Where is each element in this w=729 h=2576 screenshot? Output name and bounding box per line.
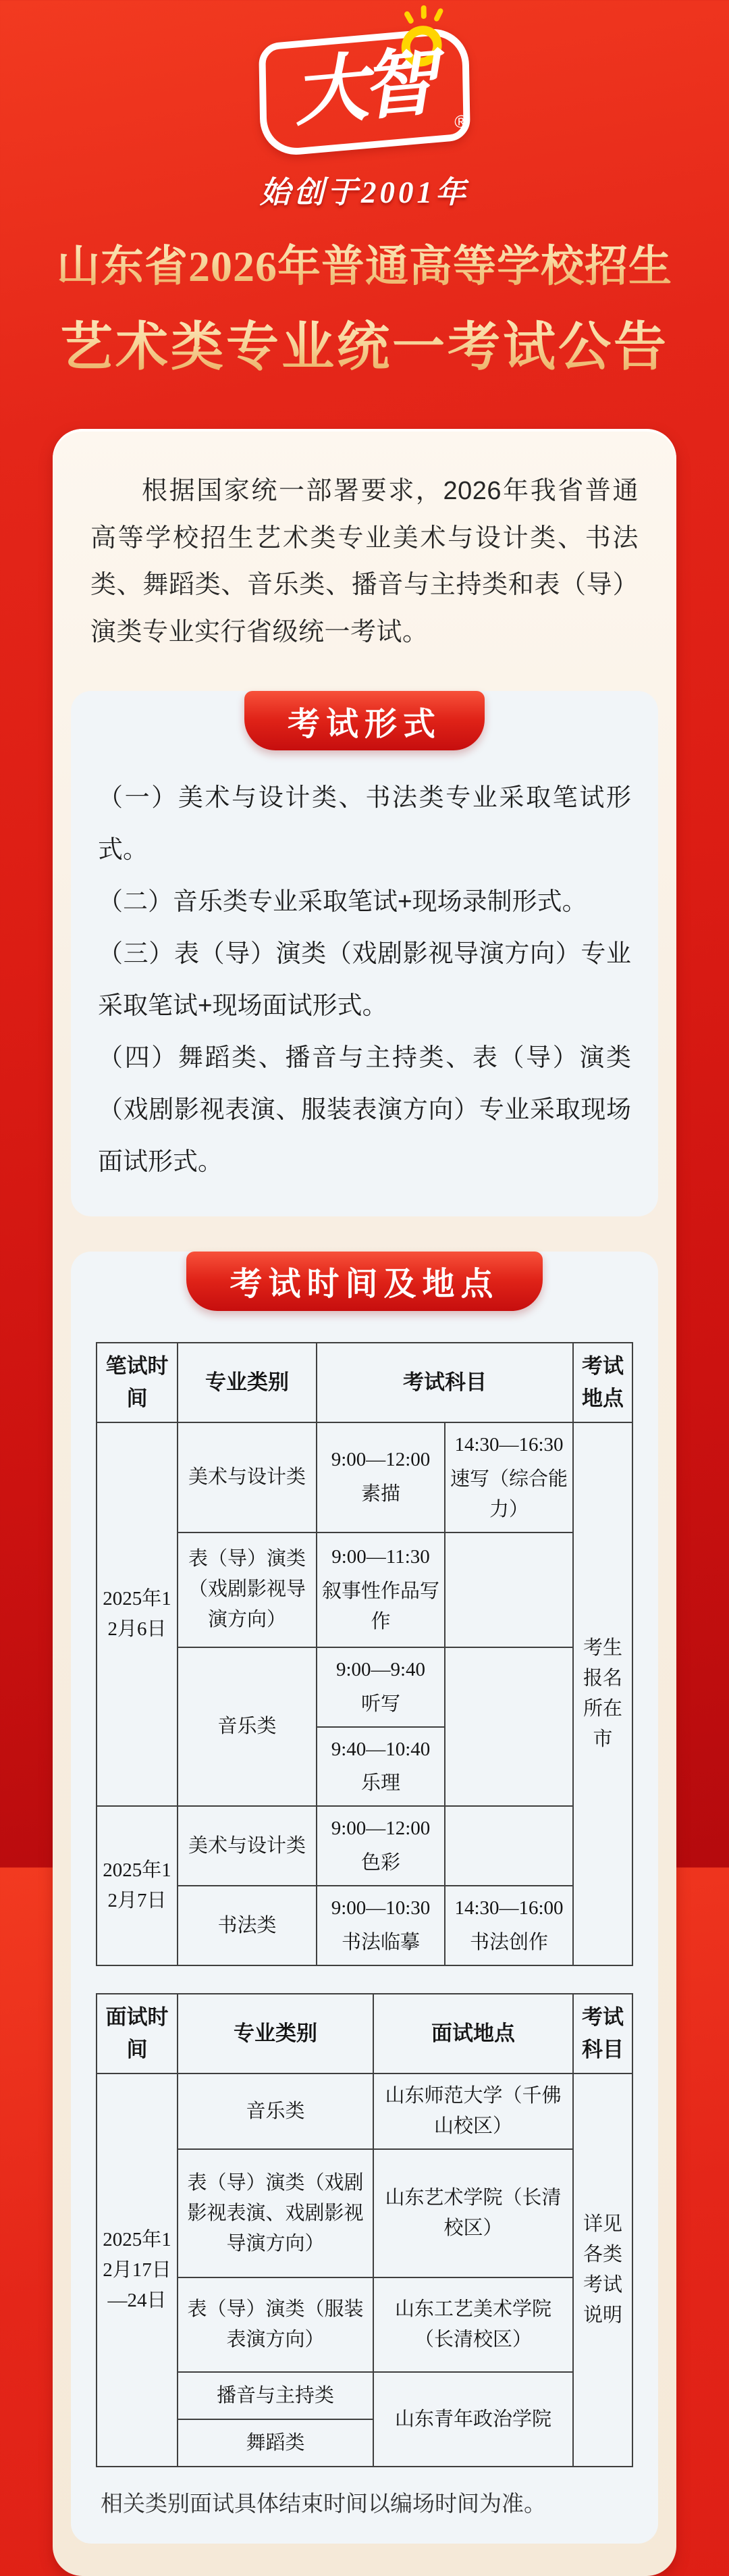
category-cell: 美术与设计类 [178,1422,317,1532]
sparkle-ray-icon [433,7,444,22]
category-cell: 书法类 [178,1886,317,1965]
subject-name: 书法创作 [469,1932,548,1954]
col-header-location: 考试地点 [573,1343,632,1422]
written-exam-table [96,1342,633,1966]
subject-cell [317,1532,445,1647]
interview-table [96,1993,633,2467]
exam-note-cell: 详见各类考试说明 [573,2073,632,2467]
brand-logo [0,0,729,149]
subject-time: 9:00—10:30 [331,1897,431,1920]
subject-name: 速写（综合能力） [450,1468,568,1520]
interview-location-cell: 山东青年政治学院 [373,2372,573,2467]
col-header-interview-time: 面试时间 [97,1994,178,2073]
exam-form-item: （一）美术与设计类、书法类专业采取笔试形式。 [98,783,631,864]
table-header-row [97,1994,632,2073]
exam-form-item: （四）舞蹈类、播音与主持类、表（导）演类（戏剧影视表演、服装表演方向）专业采取现场面试形式。 [98,1043,631,1175]
page-title-line2: 艺术类专业统一考试公告 [0,305,729,380]
sparkle-ray-icon [421,5,427,20]
table-row [97,2372,632,2419]
subject-time: 9:00—9:40 [335,1658,426,1680]
col-header-written-time: 笔试时间 [97,1343,178,1422]
table-row [97,1647,632,1727]
table-row [97,2073,632,2149]
category-cell: 音乐类 [178,1647,317,1807]
intro-paragraph: 根据国家统一部署要求，2026年我省普通高等学校招生艺术类专业美术与设计类、书法类、舞蹈类、音乐类、播音与主持类和表（导）演类专业实行省级统一考试。 [90,477,639,646]
category-cell: 表（导）演类（戏剧影视表演、戏剧影视导演方向） [178,2149,373,2277]
subject-name: 乐理 [360,1772,400,1795]
exam-location-cell: 考生报名所在市 [573,1422,632,1965]
category-cell: 表（导）演类（服装表演方向） [178,2277,373,2372]
subject-time: 14:30—16:30 [454,1433,564,1456]
col-header-subjects: 考试科目 [573,1994,632,2073]
subject-cell [317,1886,445,1965]
table-row [97,1532,632,1647]
table-row [97,2277,632,2372]
subject-name: 色彩 [360,1852,400,1874]
category-cell: 音乐类 [178,2073,373,2149]
category-cell: 美术与设计类 [178,1806,317,1886]
subject-name: 素描 [360,1483,400,1505]
exam-form-badge: 考试形式 [244,691,485,750]
col-header-interview-location: 面试地点 [373,1994,573,2073]
subject-cell [445,1422,573,1532]
subject-time: 14:30—16:00 [454,1897,564,1920]
brand-name: 大智 [290,40,435,135]
interview-location-cell: 山东艺术学院（长清校区） [373,2149,573,2277]
subject-cell [317,1422,445,1532]
subject-name: 听写 [360,1693,400,1715]
exam-date-cell: 2025年12月7日 [97,1806,178,1965]
registered-mark: ® [454,110,468,132]
sparkle-ray-icon [404,10,415,24]
empty-cell [445,1647,573,1807]
subject-time: 9:00—11:30 [331,1546,430,1568]
col-header-category: 专业类别 [178,1994,373,2073]
subject-cell [317,1806,445,1886]
brand-tagline: 始创于2001年 [259,176,469,209]
content-card [53,429,676,2576]
schedule-panel [71,1252,658,2544]
table-row [97,1422,632,1532]
table-row [97,1806,632,1886]
table-header-row [97,1343,632,1422]
schedule-badge: 考试时间及地点 [186,1252,542,1311]
col-header-category: 专业类别 [178,1343,317,1422]
subject-cell [445,1886,573,1965]
subject-time: 9:00—12:00 [331,1449,431,1471]
exam-date-cell: 2025年12月6日 [97,1422,178,1807]
subject-name: 叙事性作品写作 [321,1580,439,1633]
interview-location-cell: 山东师范大学（千佛山校区） [373,2073,573,2149]
category-cell: 播音与主持类 [178,2372,373,2419]
subject-cell [317,1727,445,1807]
exam-form-item: （二）音乐类专业采取笔试+现场录制形式。 [98,887,587,916]
category-cell: 表（导）演类（戏剧影视导演方向） [178,1532,317,1647]
schedule-footnote: 相关类别面试具体结束时间以编场时间为准。 [101,2491,546,2517]
exam-form-panel [71,691,658,1216]
subject-cell [317,1647,445,1727]
brand-logo-frame [259,26,470,158]
table-row [97,1886,632,1965]
subject-name: 书法临摹 [341,1932,420,1954]
subject-time: 9:40—10:40 [331,1738,431,1760]
interview-location-cell: 山东工艺美术学院（长清校区） [373,2277,573,2372]
subject-time: 9:00—12:00 [331,1818,431,1840]
empty-cell [445,1806,573,1886]
category-cell: 舞蹈类 [178,2419,373,2467]
col-header-subjects: 考试科目 [317,1343,573,1422]
table-row [97,2149,632,2277]
exam-date-cell: 2025年12月17日—24日 [97,2073,178,2467]
exam-form-list [71,750,658,1191]
page-title-line1: 山东省2026年普通高等学校招生 [0,232,729,294]
empty-cell [445,1532,573,1647]
exam-form-item: （三）表（导）演类（戏剧影视导演方向）专业采取笔试+现场面试形式。 [98,939,631,1019]
